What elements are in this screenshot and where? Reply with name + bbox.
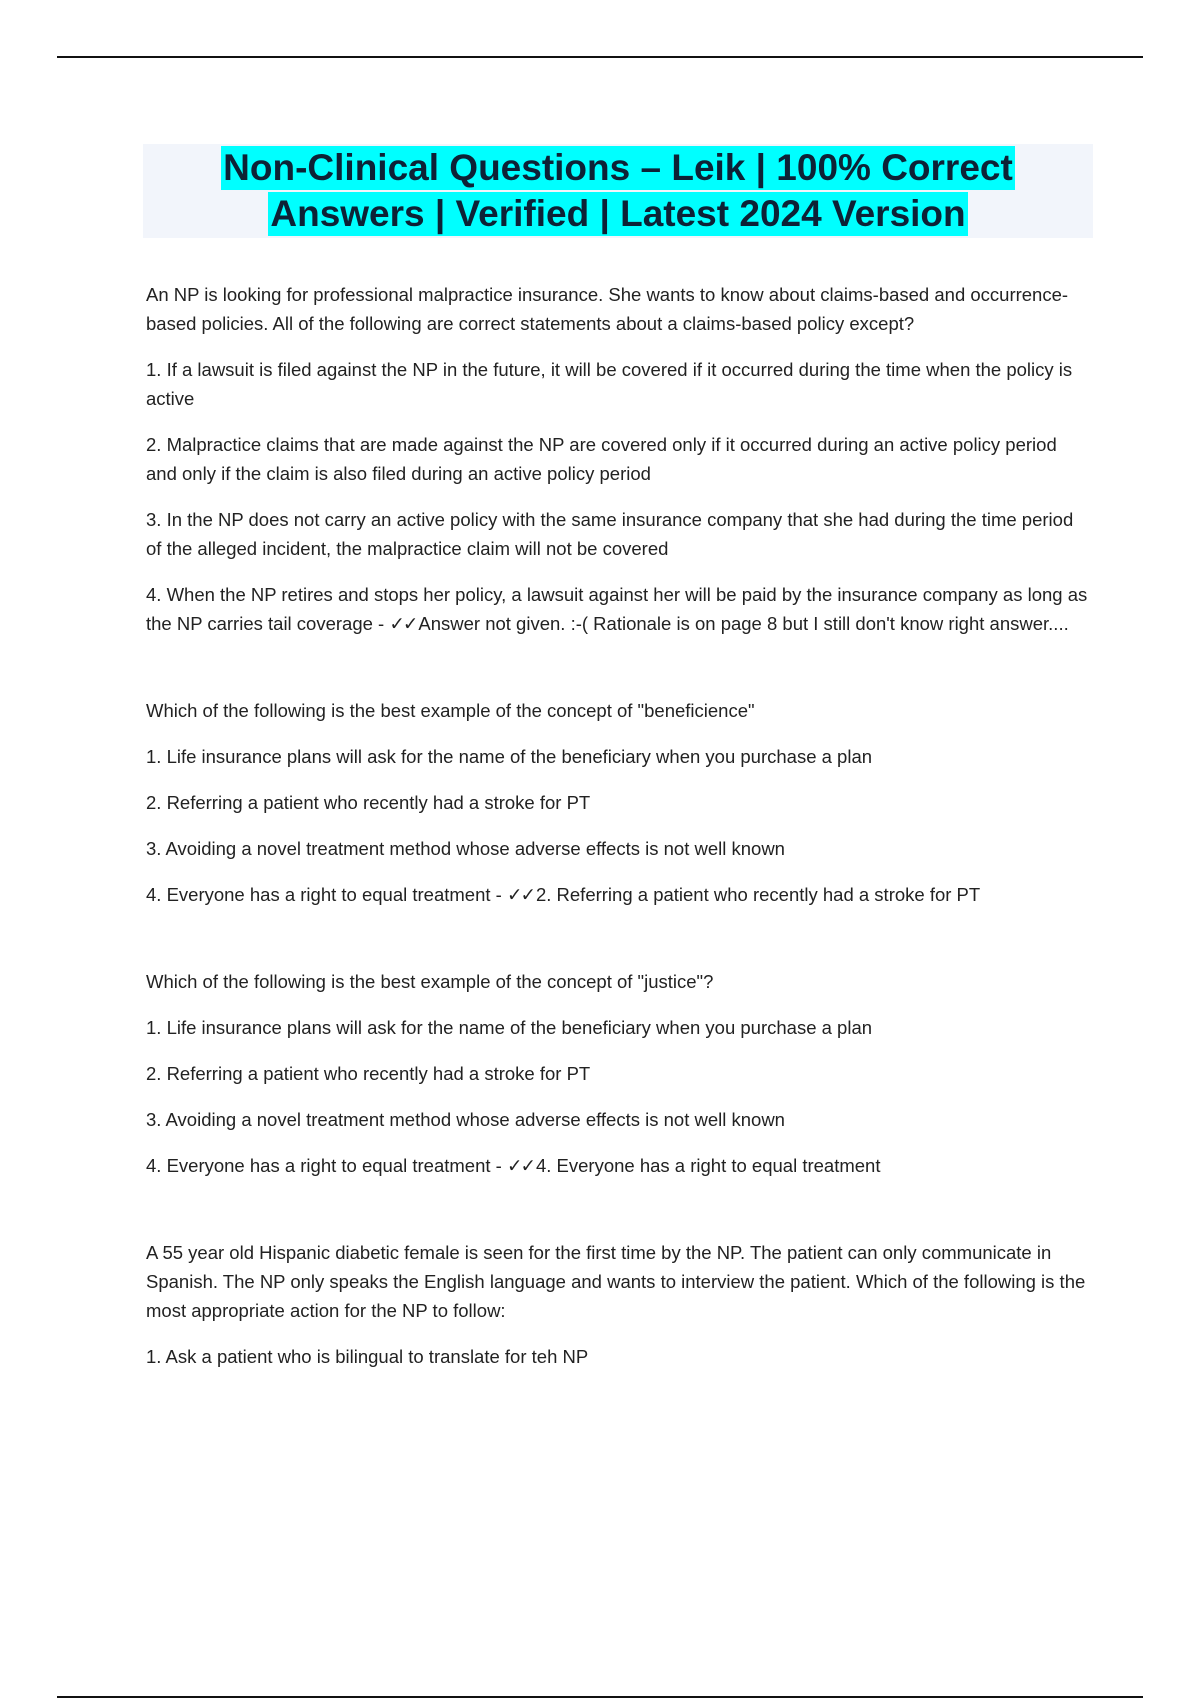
question-block xyxy=(146,967,1092,1180)
bottom-rule xyxy=(57,1696,1143,1698)
option-item: 1. If a lawsuit is filed against the NP in the future, it will be covered if it occurred during the time when the policy is active xyxy=(146,359,1073,409)
question-text: Which of the following is the best example of the concept of "justice"? xyxy=(146,971,714,992)
option-item-with-answer xyxy=(146,880,1092,909)
question-text: A 55 year old Hispanic diabetic female is seen for the first time by the NP. The patient can only communicate in Spanish. The NP only speaks the English language and wants to interview the patient. Which of the following is the most appropriate action for the NP to follow: xyxy=(146,1242,1086,1321)
top-rule xyxy=(57,56,1143,58)
option-item: 3. In the NP does not carry an active policy with the same insurance company that she had during the time period of the alleged incident, the malpractice claim will not be covered xyxy=(146,509,1074,559)
option-text: 4. Everyone has a right to equal treatment - xyxy=(146,884,507,905)
option-item: 1. Life insurance plans will ask for the name of the beneficiary when you purchase a plan xyxy=(146,746,873,767)
option-item: 2. Referring a patient who recently had a stroke for PT xyxy=(146,792,591,813)
option-item: 1. Ask a patient who is bilingual to translate for teh NP xyxy=(146,1346,589,1367)
title-line-2: Answers | Verified | Latest 2024 Version xyxy=(270,193,966,234)
question-block xyxy=(146,1238,1092,1371)
question-text: Which of the following is the best example of the concept of "beneficience" xyxy=(146,700,755,721)
answer-text: Answer not given. :-( Rationale is on page 8 but I still don't know right answer.... xyxy=(418,613,1069,634)
answer-text: 2. Referring a patient who recently had a stroke for PT xyxy=(535,884,981,905)
answer-text: 4. Everyone has a right to equal treatment xyxy=(535,1155,881,1176)
option-text: 4. Everyone has a right to equal treatment - xyxy=(146,1155,507,1176)
question-block xyxy=(146,280,1092,638)
question-block xyxy=(146,696,1092,909)
option-item-with-answer xyxy=(146,580,1092,638)
double-check-icon: ✓✓ xyxy=(389,613,417,634)
option-item: 2. Referring a patient who recently had a stroke for PT xyxy=(146,1063,591,1084)
option-item: 3. Avoiding a novel treatment method whose adverse effects is not well known xyxy=(146,1109,785,1130)
option-item: 2. Malpractice claims that are made against the NP are covered only if it occurred during an active policy period and only if the claim is also filed during an active policy period xyxy=(146,434,1057,484)
double-check-icon: ✓✓ xyxy=(506,884,534,905)
document-title xyxy=(143,144,1093,238)
option-item: 3. Avoiding a novel treatment method whose adverse effects is not well known xyxy=(146,838,785,859)
option-item: 1. Life insurance plans will ask for the name of the beneficiary when you purchase a plan xyxy=(146,1017,873,1038)
question-text: An NP is looking for professional malpractice insurance. She wants to know about claims-based and occurrence-based policies. All of the following are correct statements about a claims-based policy except? xyxy=(146,284,1069,334)
option-item-with-answer xyxy=(146,1151,1092,1180)
document-body xyxy=(146,280,1092,1371)
double-check-icon: ✓✓ xyxy=(506,1155,534,1176)
title-line-1: Non-Clinical Questions – Leik | 100% Correct xyxy=(223,147,1013,188)
option-text: 4. When the NP retires and stops her policy, a lawsuit against her will be paid by the insurance company as long as the NP carries tail coverage - xyxy=(146,584,1088,634)
